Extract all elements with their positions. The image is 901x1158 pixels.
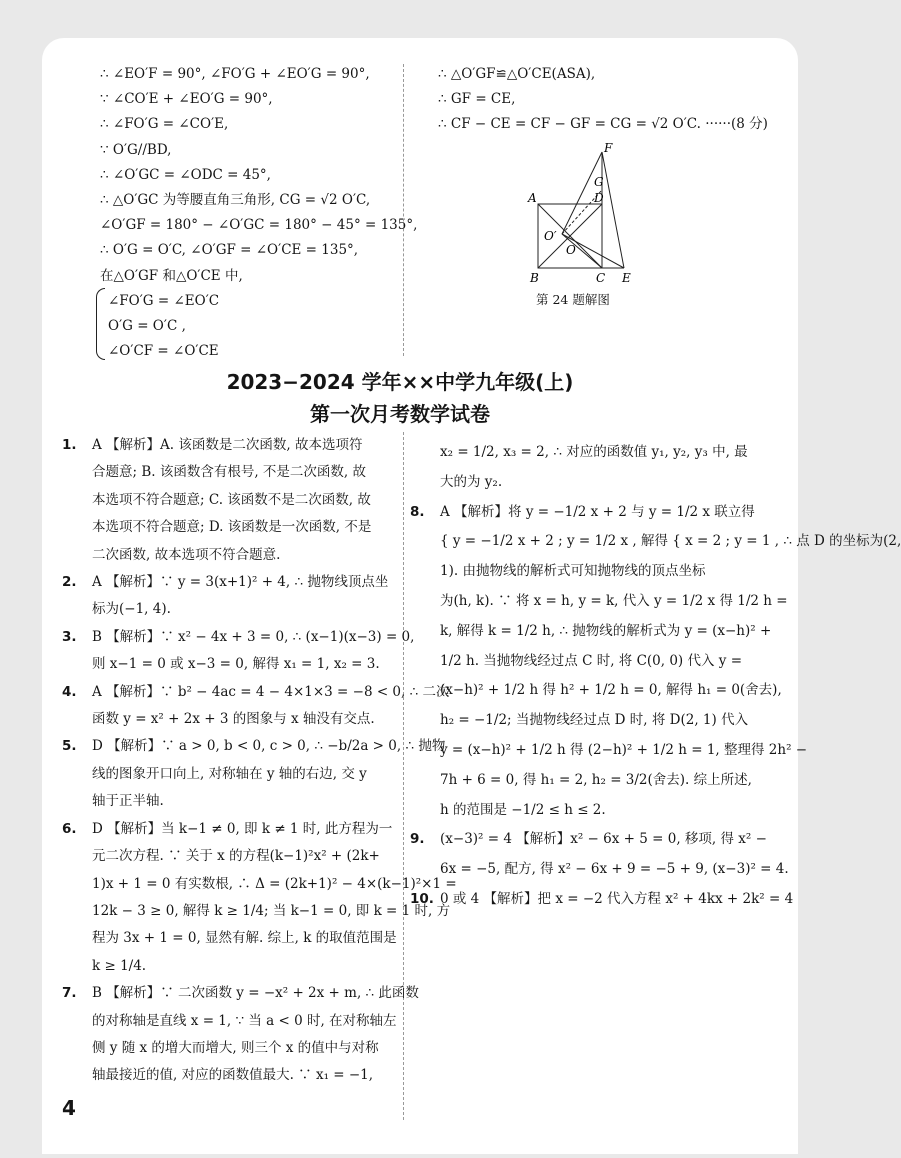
answer-text: A 【解析】A. 该函数是二次函数, 故本选项符 [92, 437, 363, 453]
geometry-figure [520, 140, 650, 290]
answer-text: 则 x−1 = 0 或 x−3 = 0, 解得 x₁ = 1, x₂ = 3. [92, 656, 380, 673]
answer-line [410, 706, 750, 736]
answer-text: 轴于正半轴. [92, 793, 164, 810]
answer-line [62, 487, 398, 514]
answer-text: k ≥ 1/4. [92, 957, 147, 974]
answer-text: 7h + 6 = 0, 得 h₁ = 2, h₂ = 3/2(舍去). 综上所述, [440, 771, 752, 788]
answer-text: D 【解析】当 k−1 ≠ 0, 即 k ≠ 1 时, 此方程为一 [92, 820, 393, 837]
answer-text: h 的范围是 −1/2 ≤ h ≤ 2. [440, 801, 606, 818]
label-a: A [528, 191, 537, 205]
label-f: F [604, 141, 613, 155]
answer-line [410, 587, 788, 617]
question-number: 9. [410, 831, 425, 848]
answer-text: B 【解析】∵ 二次函数 y = −x² + 2x + m, ∴ 此函数 [92, 985, 419, 1002]
answer-text: k, 解得 k = 1/2 h, ∴ 抛物线的解析式为 y = (x−h)² + [440, 622, 772, 639]
answer-line [62, 871, 457, 898]
answer-text: D 【解析】∵ a > 0, b < 0, c > 0, ∴ −b/2a > 0, ∴ 抛物 [92, 738, 446, 755]
answer-line [410, 766, 750, 796]
answer-line [62, 925, 398, 952]
answer-line [62, 651, 398, 678]
answer-line [62, 980, 419, 1007]
answer-text: 程为 3x + 1 = 0, 显然有解. 综上, k 的取值范围是 [92, 930, 397, 947]
answer-text: (x−h)² + 1/2 h 得 h² + 1/2 h = 0, 解得 h₁ = 0(舍去), [440, 682, 782, 699]
figure-caption: 第 24 题解图 [536, 292, 610, 307]
proof-line: ∠FO′G = ∠EO′C [108, 292, 220, 309]
answer-line [62, 953, 398, 980]
answer-text: 轴最接近的值, 对应的函数值最大. ∵ x₁ = −1, [92, 1067, 374, 1084]
answer-line [410, 438, 750, 468]
proof-line: 在△O′GF 和△O′CE 中, [100, 267, 243, 284]
proof-line: ∴ GF = CE, [438, 91, 516, 108]
answer-line [62, 679, 450, 706]
answer-line [410, 796, 750, 826]
answer-line [62, 761, 398, 788]
answer-line [410, 825, 767, 855]
answer-text: 0 或 4 【解析】把 x = −2 代入方程 x² + 4kx + 2k² = 4 [440, 890, 794, 907]
answer-line [62, 816, 398, 843]
answer-line [62, 596, 398, 623]
answer-line [410, 557, 750, 587]
answers-right-column [410, 438, 901, 915]
exam-title-line2: 第一次月考数学试卷 [310, 402, 490, 426]
answer-line [410, 527, 901, 557]
answer-line [62, 569, 398, 596]
answer-line [62, 514, 398, 541]
answer-text: h₂ = −1/2; 当抛物线经过点 D 时, 将 D(2, 1) 代入 [440, 712, 749, 729]
column-divider [403, 64, 404, 356]
answer-line [62, 432, 398, 459]
proof-line: ∴ △O′GF≌△O′CE(ASA), [438, 66, 596, 82]
proof-line: ∴ △O′GC 为等腰直角三角形, CG = √2 O′C, [100, 192, 371, 209]
answer-text: 侧 y 随 x 的增大而增大, 则三个 x 的值中与对称 [92, 1039, 379, 1056]
answer-text: 标为(−1, 4). [92, 601, 171, 618]
answer-line [410, 676, 782, 706]
answer-text: { y = −1/2 x + 2 ; y = 1/2 x , 解得 { x = 2 ; y = 1 , ∴ 点 D 的坐标为(2, [440, 533, 901, 550]
question-number: 7. [62, 985, 77, 1002]
answer-text: 12k − 3 ≥ 0, 解得 k ≥ 1/4; 当 k−1 = 0, 即 k = 1 时, 方 [92, 902, 451, 919]
segment-fe [602, 152, 624, 268]
answer-text: 二次函数, 故本选项不符合题意. [92, 546, 281, 563]
answer-text: B 【解析】∵ x² − 4x + 3 = 0, ∴ (x−1)(x−3) = 0, [92, 628, 415, 645]
label-e: E [622, 271, 631, 285]
question-number: 10. [410, 890, 434, 907]
answer-text: 6x = −5, 配方, 得 x² − 6x + 9 = −5 + 9, (x−3)² = 4. [440, 861, 789, 878]
label-d: D [594, 191, 604, 205]
label-c: C [596, 271, 606, 285]
answer-line [62, 459, 398, 486]
label-o-prime: O′ [544, 229, 557, 243]
answer-line [410, 617, 772, 647]
proof-line: ∴ ∠FO′G = ∠CO′E, [100, 116, 229, 133]
answer-text: 1)x + 1 = 0 有实数根, ∴ Δ = (2k+1)² − 4×(k−1)²×1 = [92, 875, 457, 892]
answer-line [62, 706, 398, 733]
system-brace [96, 288, 105, 360]
answer-line [62, 1062, 398, 1089]
question-number: 5. [62, 738, 77, 755]
answer-line [410, 885, 794, 915]
answer-text: A 【解析】将 y = −1/2 x + 2 与 y = 1/2 x 联立得 [440, 503, 755, 520]
column-divider [403, 432, 404, 1120]
answer-line [62, 1008, 398, 1035]
answer-text: x₂ = 1/2, x₃ = 2, ∴ 对应的函数值 y₁, y₂, y₃ 中, 最 [440, 444, 748, 460]
page-number: 4 [62, 1096, 76, 1120]
answer-text: 线的图象开口向上, 对称轴在 y 轴的右边, 交 y [92, 765, 367, 782]
answer-text: 本选项不符合题意; D. 该函数是一次函数, 不是 [92, 519, 372, 536]
proof-line: ∴ O′G = O′C, ∠O′GF = ∠O′CE = 135°, [100, 242, 359, 259]
answer-text: A 【解析】∵ b² − 4ac = 4 − 4×1×3 = −8 < 0, ∴ 二次 [92, 683, 450, 700]
answer-text: 大的为 y₂. [440, 473, 503, 490]
answer-line [62, 1035, 398, 1062]
answer-text: A 【解析】∵ y = 3(x+1)² + 4, ∴ 抛物线顶点坐 [92, 574, 389, 591]
answer-line [62, 733, 446, 760]
proof-line: ∠O′CF = ∠O′CE [108, 343, 219, 360]
question-number: 3. [62, 628, 77, 645]
answer-text: (x−3)² = 4 【解析】x² − 6x + 5 = 0, 移项, 得 x² − [440, 831, 767, 848]
proof-left-column [100, 62, 418, 364]
answer-line [410, 647, 750, 677]
label-g: G [594, 175, 604, 189]
answer-text: 函数 y = x² + 2x + 3 的图象与 x 轴没有交点. [92, 711, 375, 728]
question-number: 2. [62, 574, 77, 591]
question-number: 4. [62, 683, 77, 700]
question-number: 6. [62, 820, 77, 837]
proof-line: ∴ CF − CE = CF − GF = CG = √2 O′C. ······(8 分) [438, 116, 768, 133]
answer-line [410, 855, 789, 885]
answer-line [410, 498, 755, 528]
proof-right-column [438, 62, 768, 138]
answer-line [62, 788, 398, 815]
answer-text: 的对称轴是直线 x = 1, ∵ 当 a < 0 时, 在对称轴左 [92, 1012, 397, 1029]
answer-line [62, 843, 398, 870]
label-b: B [530, 271, 539, 285]
question-number: 1. [62, 437, 77, 453]
proof-line: ∴ ∠EO′F = 90°, ∠FO′G + ∠EO′G = 90°, [100, 66, 370, 82]
answer-line [410, 736, 808, 766]
answer-line [62, 624, 415, 651]
answer-text: 1/2 h. 当抛物线经过点 C 时, 将 C(0, 0) 代入 y = [440, 652, 743, 669]
proof-line: O′G = O′C , [108, 318, 186, 335]
answer-text: 1). 由抛物线的解析式可知抛物线的顶点坐标 [440, 563, 706, 580]
proof-line: ∵ ∠CO′E + ∠EO′G = 90°, [100, 91, 273, 108]
answer-text: 元二次方程. ∵ 关于 x 的方程(k−1)²x² + (2k+ [92, 848, 380, 865]
answer-line [410, 468, 750, 498]
proof-line: ∠O′GF = 180° − ∠O′GC = 180° − 45° = 135°, [100, 217, 418, 234]
answer-text: 本选项不符合题意; C. 该函数不是二次函数, 故 [92, 491, 371, 508]
answer-line [62, 898, 451, 925]
answer-line [62, 542, 398, 569]
proof-line: ∵ O′G//BD, [100, 141, 172, 158]
question-number: 8. [410, 503, 425, 520]
label-o: O [566, 243, 576, 257]
exam-title-line1: 2023−2024 学年××中学九年级(上) [226, 370, 574, 394]
answers-left-column [62, 432, 457, 1090]
answer-text: 为(h, k). ∵ 将 x = h, y = k, 代入 y = 1/2 x 得 1/2 h = [440, 592, 788, 609]
answer-text: y = (x−h)² + 1/2 h 得 (2−h)² + 1/2 h = 1, 整理得 2h² − [440, 741, 808, 758]
answer-text: 合题意; B. 该函数含有根号, 不是二次函数, 故 [92, 464, 367, 481]
proof-line: ∴ ∠O′GC = ∠ODC = 45°, [100, 166, 271, 183]
